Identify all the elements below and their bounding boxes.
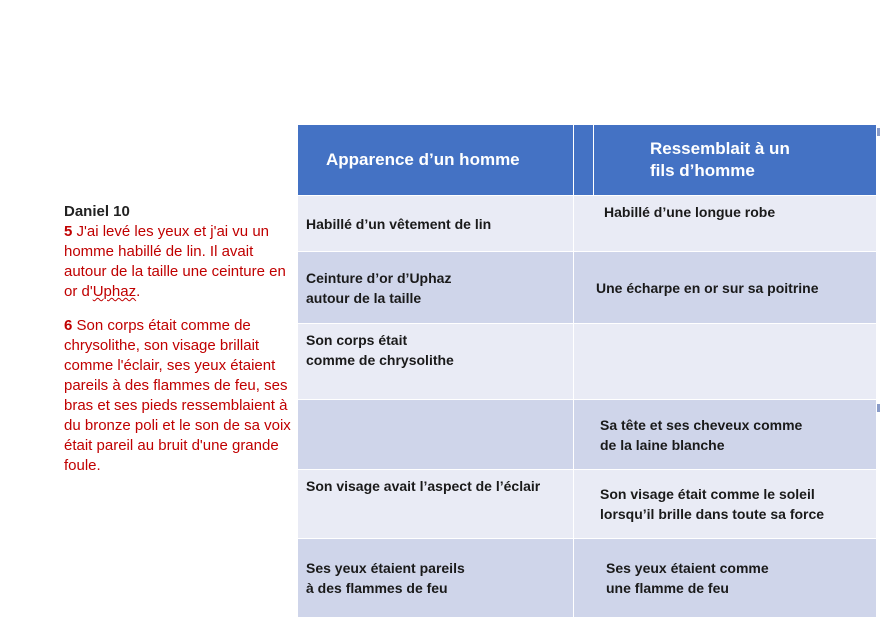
row-4-right (574, 400, 877, 470)
row-2-right (574, 252, 877, 324)
header-left-label: Apparence d’un homme (326, 150, 520, 169)
row-6-left-line-2: à des flammes de feu (306, 580, 448, 596)
row-5-right (574, 470, 877, 539)
row-6-left-line-1: Ses yeux étaient pareils (306, 560, 465, 576)
row-2-right-line-1: Une écharpe en or sur sa poitrine (596, 279, 819, 296)
row-1-left (298, 196, 574, 252)
row-6-right-line-1: Ses yeux étaient comme (606, 560, 769, 576)
row-2-left (298, 252, 574, 324)
row-4-left (298, 400, 574, 470)
row-3-right (574, 324, 877, 400)
row-5-left-line-1: Son visage avait l’aspect de l’éclair (306, 478, 541, 494)
row-6-right (574, 539, 877, 618)
header-left (298, 125, 574, 196)
table-header-row (298, 125, 877, 196)
row-2-left-line-1: Ceinture d’or d’Uphaz (306, 269, 452, 286)
row-5-right-line-2: lorsqu’il brille dans toute sa force (600, 506, 825, 522)
table-row (298, 400, 877, 470)
row-5-right-line-1: Son visage était comme le soleil (600, 486, 815, 502)
verse-5-number: 5 (64, 223, 73, 240)
row-2-left-line-2: autour de la taille (306, 289, 422, 306)
row-1-right (574, 196, 877, 252)
verse-5-spellcheck-word: Uphaz (92, 283, 137, 300)
header-right (594, 125, 877, 196)
header-right-line-1: Ressemblait à un (650, 139, 790, 158)
verse-6 (64, 316, 296, 476)
table-row (298, 324, 877, 400)
row-3-left-line-2: comme de chrysolithe (306, 352, 454, 368)
row-3-left-line-1: Son corps était (306, 332, 408, 348)
table-row (298, 196, 877, 252)
verse-6-number: 6 (64, 317, 73, 334)
scripture-passage (64, 202, 296, 490)
table-row (298, 252, 877, 324)
row-3-left (298, 324, 574, 400)
row-1-right-line-1: Habillé d’une longue robe (604, 204, 776, 220)
comparison-table (297, 124, 877, 618)
verse-5 (64, 222, 296, 302)
passage-reference: Daniel 10 (64, 203, 130, 220)
row-6-left (298, 539, 574, 618)
verse-5-text-a: J'ai levé les yeux et j'ai vu un homme habillé de lin. Il avait autour de la taille une ceinture en or d' (64, 223, 286, 300)
verse-5-text-b: . (136, 283, 141, 300)
row-4-right-line-2: de la laine blanche (600, 436, 725, 453)
header-separator (574, 125, 594, 196)
row-6-right-line-2: une flamme de feu (606, 580, 729, 596)
verse-6-text: Son corps était comme de chrysolithe, son visage brillait comme l'éclair, ses yeux étaient pareils à des flammes de feu, ses bras et ses pieds ressemblaient à du bronze poli et le son de sa voix était pareil au bruit d'une grande foule. (64, 317, 291, 474)
row-4-right-line-1: Sa tête et ses cheveux comme (600, 416, 803, 433)
table-row (298, 470, 877, 539)
header-right-line-2: fils d’homme (650, 161, 755, 180)
row-5-left (298, 470, 574, 539)
table-row (298, 539, 877, 618)
row-1-left-line-1: Habillé d’un vêtement de lin (306, 215, 492, 232)
